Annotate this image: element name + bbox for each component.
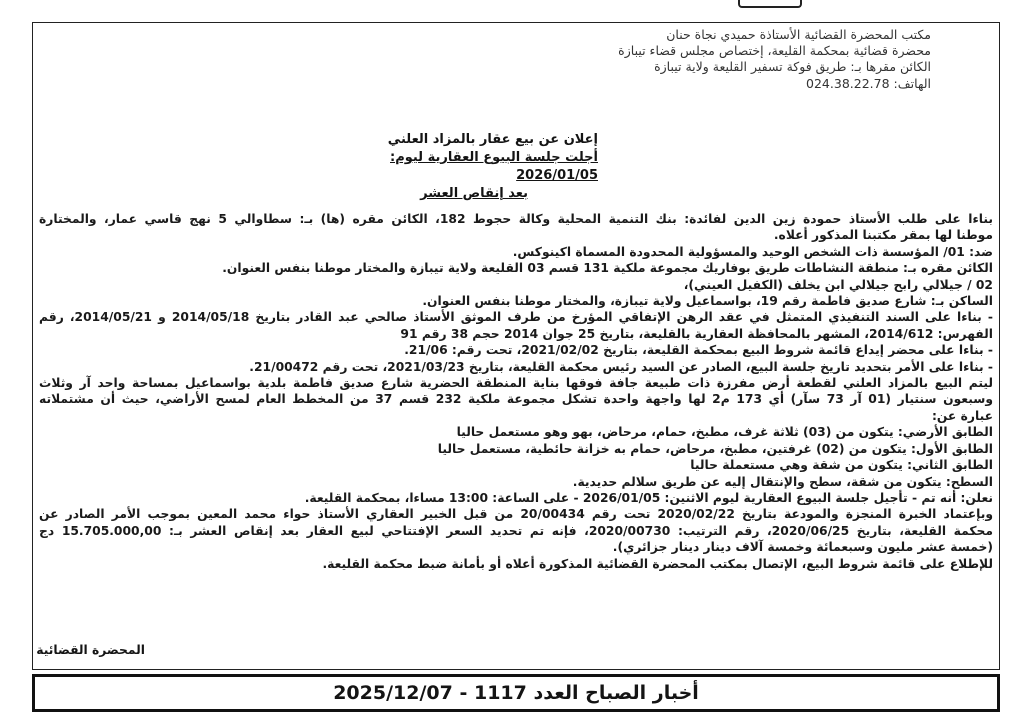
body-line: موطنا لها بمقر مكتبنا المذكور أعلاه.: [773, 228, 993, 243]
previous-page-strip: [0, 0, 1013, 12]
body-line: الطابق الأرضي: يتكون من (03) ثلاثة غرف، مطبخ، حمام، مرحاض، بهو وهو مستعمل حاليا: [456, 425, 993, 440]
office-phone: الهاتف: 024.38.22.78: [806, 75, 931, 91]
body-line: الطابق الأول: يتكون من (02) غرفتين، مطبخ، مرحاض، حمام به خزانة حائطية، مستعمل حاليا: [437, 441, 993, 456]
body-line: وسبعون سنتيار (01 آر 73 سآر) أي 173 م2 لها واجهة واحدة تشكل مجموعة ملكية 232 قسم 37 من المخطط العام لمسح الأراضي، حيث أن مشتملاته: [39, 392, 993, 407]
body-line: وبإعتماد الخبرة المنجزة والمودعة بتاريخ 2020/02/22 تحت رقم 20/00434 من قبل الخبير العقاري الأستاذ حواء محمد المعين بموجب الأمر الصادر عن: [39, 507, 993, 522]
body-line: السطح: يتكون من شقة، سطح والإنتقال إليه عن طريق سلالم حديدية.: [572, 474, 993, 489]
body-line: الطابق الثاني: يتكون من شقة وهي مستعملة حاليا: [690, 458, 993, 473]
office-jurisdiction: محضرة قضائية بمحكمة القليعة، إختصاص مجلس قضاء تيبازة: [618, 43, 931, 59]
body-line: الكائن مقره بـ: منطقة النشاطات طريق بوفاريك مجموعة ملكية 131 قسم 03 القليعة ولاية تيبازة والمختار موطنا بنفس العنوان.: [222, 261, 993, 276]
body-line: ليتم البيع بالمزاد العلني لقطعة أرض مفرزة ذات طبيعة جافة فوقها بناية المنطقة الحضرية شارع صديق فاطمة بلدية بواسماعيل بمساحة واحد آر وثلاث: [39, 376, 993, 391]
body-line: (خمسة عشر مليون وسبعمائة وخمسة آلاف دينار دينار جزائري).: [612, 540, 993, 555]
office-name: مكتب المحضرة القضائية الأستاذة حميدي نجاة حنان: [666, 27, 931, 42]
body-line: الفهرس: 2014/612، المشهر بالمحافظة العقارية بالقليعة، بتاريخ 25 جوان 2014 حجم 38 رقم 91: [400, 326, 993, 341]
body-line: 02 / جيلالي رابح جيلالي ابن يخلف (الكفيل العيني)،: [683, 277, 993, 292]
notice-tenth-reduction: بعد إنقاص العشر: [420, 186, 528, 201]
body-line: - بناءا على الأمر بتحديد تاريخ جلسة البيع، الصادر عن السيد رئيس محكمة القليعة، بتاريخ 2021/03/23، تحت رقم 21/00472.: [249, 359, 993, 374]
body-line: الساكن بـ: شارع صديق فاطمة رقم 19، بواسماعيل ولاية تيبازة، والمختار موطنا بنفس العنوان.: [422, 294, 993, 309]
body-line: بناءا على طلب الأستاذ حمودة زين الدين لفائدة: بنك التنمية المحلية وكالة حجوط 182، الكائن مقره (ها) بـ: سطاوالي 5 نهج قاسي عمار، والمختارة: [39, 212, 994, 226]
previous-page-fragment: [738, 0, 802, 8]
notice-title: إعلان عن بيع عقار بالمزاد العلني: [387, 132, 598, 147]
body-line: - بناءا على السند التنفيذي المتمثل في عقد الرهن الإتفاقي المؤرخ من طرف الموثق الأستاذ صالحي عبد القادر بتاريخ 2014/05/18 و 2014/05/21، رقم: [39, 310, 993, 325]
body-line: ضد: 01/ المؤسسة ذات الشخص الوحيد والمسؤولية المحدودة المسماة اكينوكس.: [512, 244, 993, 259]
body-line: للإطلاع على قائمة شروط البيع، الإتصال بمكتب المحضرة القضائية المذكورة أعلاه أو بأمانة ضبط محكمة القليعة.: [322, 556, 993, 571]
body-line: نعلن: أنه تم - تأجيل جلسة البيوع العقارية ليوم الاثنين: 2026/01/05 - على الساعة: 13:00 مساءا، بمحكمة القليعة.: [304, 490, 993, 505]
body-line: محكمة القليعة، بتاريخ 2020/06/25، رقم الترتيب: 2020/00730، فإنه تم تحديد السعر الإفتتاحي لبيع العقار بعد إنقاص العشر بـ: 15.705.000,00 دج: [39, 523, 993, 538]
legal-notice-frame: [32, 22, 1000, 670]
notice-body: [39, 211, 993, 572]
bailiff-office-header: [331, 27, 931, 92]
notice-postponed-date: أجلت جلسة البيوع العقارية ليوم: 2026/01/05: [390, 150, 598, 183]
office-address: الكائن مقرها بـ: طريق فوكة تسفير القليعة ولاية تيبازة: [654, 59, 931, 75]
bailiff-signature: المحضرة القضائية: [36, 643, 145, 657]
body-line: - بناءا على محضر إيداع قائمة شروط البيع بمحكمة القليعة، بتاريخ 2021/02/02، تحت رقم: 21/06.: [404, 343, 993, 358]
newspaper-footer: أخبار الصباح العدد 1117 - 2025/12/07: [32, 674, 1000, 712]
body-line: عبارة عن:: [931, 408, 993, 423]
notice-titles: [338, 131, 598, 203]
